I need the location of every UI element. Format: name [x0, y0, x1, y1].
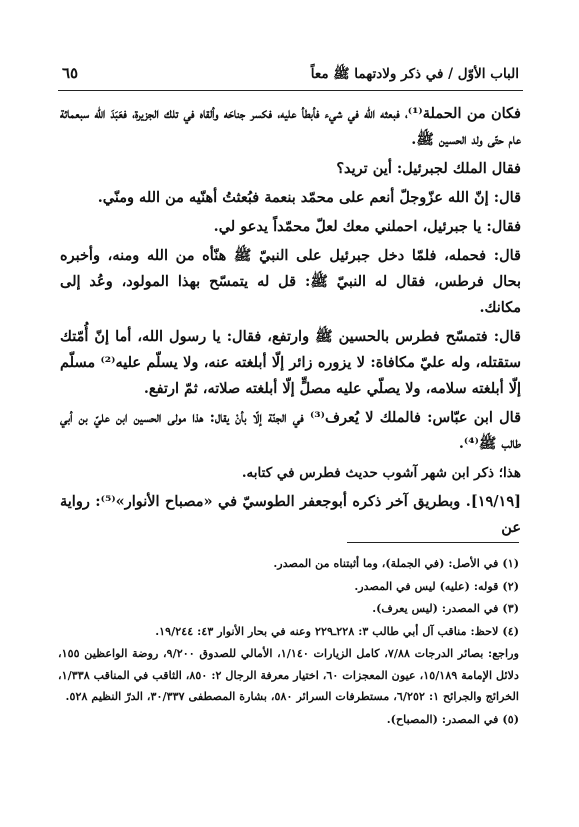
- footnote-3: (٣) في المصدر: (ليس يعرف).: [372, 601, 519, 615]
- running-header: [62, 64, 519, 86]
- chapter-title: الباب الأوّل / في ذكر ولادتهما ﷺ معاً: [310, 66, 519, 82]
- paragraph-2: فقال الملك لجبرئيل: أين تريد؟: [336, 160, 521, 177]
- footnote-divider: [347, 542, 519, 543]
- paragraph-4: فقال: يا جبرئيل، احملني معك لعلّ محمّداً يدعو لي.: [213, 218, 521, 235]
- header-divider: [58, 90, 523, 91]
- paragraph-1: فكان من الحملة⁽¹⁾، فبعثه الله في شيء فأبطأ عليه، فكسر جناحَه وألقاه في تلك الجزيرة، فعَبَدَ الله سبعمائة عام حتّى ولد الحسين ﷺ.: [60, 105, 521, 148]
- footnote-4-references: وراجع: بصائر الدرجات ٧/٨٨، كامل الزيارات ١/١٤٠، الأمالي للصدوق ٩/٢٠٠، روضة الواعظين ١٥٥، دلائل الإمامة ١٥/١٨٩، عيون المعجزات ٦٠، اختيار معرفة الرجال ٢: ٨٥٠، الثاقب في المناقب ١/٣٣٨، الخرائج والجرائح ١: ٦/٢٥٢، مستطرفات السرائر ٥٨٠، بشارة المصطفى ٣٠/٣٣٧، الدرّ النظيم ٥٢٨.: [58, 646, 519, 703]
- page-number: ٦٥: [62, 64, 79, 82]
- main-text: [60, 101, 521, 544]
- paragraph-6: قال: فتمسّح فطرس بالحسين ﷺ وارتفع، فقال: يا رسول الله، أما إنّ أُمّتك ستقتله، وله عليّ مكافاة: لا يزوره زائر إلّا أبلغته عنه، ولا يسلّم عليه⁽²⁾ مسلّم إلّا أبلغته سلامه، ولا يصلّي عليه مصلٍّ إلّا أبلغته صلاته، ثمّ ارتفع.: [60, 328, 521, 397]
- footnote-4: (٤) لاحظ: مناقب آل أبي طالب ٣: ٢٢٨ـ٢٢٩ وعنه في بحار الأنوار ٤٣: ١٩/٢٤٤.: [155, 623, 519, 638]
- paragraph-5: قال: فحمله، فلمّا دخل جبرئيل على النبيّ ﷺ هنّأه من الله ومنه، وأخبره بحال فرطس، فقال له النبيّ ﷺ: قل له يتمسّح بهذا المولود، وعُد إلى مكانك.: [60, 247, 521, 316]
- paragraph-3: قال: إنّ الله عزّوجلّ أنعم على محمّد بنعمة فبُعثتُ أهنّيه من الله ومنّي.: [97, 189, 521, 206]
- paragraph-9: [١٩/١٩]. وبطريق آخر ذكره أبوجعفر الطوسيّ في «مصباح الأنوار»⁽⁵⁾: رواية عن: [60, 493, 522, 536]
- paragraph-7: قال ابن عبّاس: فالملك لا يُعرف⁽³⁾ في الجنّة إلّا بأنْ يقال: هذا مولى الحسين ابن عليّ بن أبي طالب ﷺ⁽⁴⁾.: [60, 409, 522, 452]
- footnotes: [58, 553, 519, 731]
- footnote-1: (١) في الأصل: (في الجملة)، وما أثبتناه من المصدر.: [273, 556, 519, 570]
- paragraph-8: هذا؛ ذكر ابن شهر آشوب حديث فطرس في كتابه.: [241, 465, 521, 481]
- footnote-2: (٢) قوله: (عليه) ليس في المصدر.: [354, 578, 519, 593]
- footnote-5: (٥) في المصدر: (المصباح).: [386, 711, 519, 726]
